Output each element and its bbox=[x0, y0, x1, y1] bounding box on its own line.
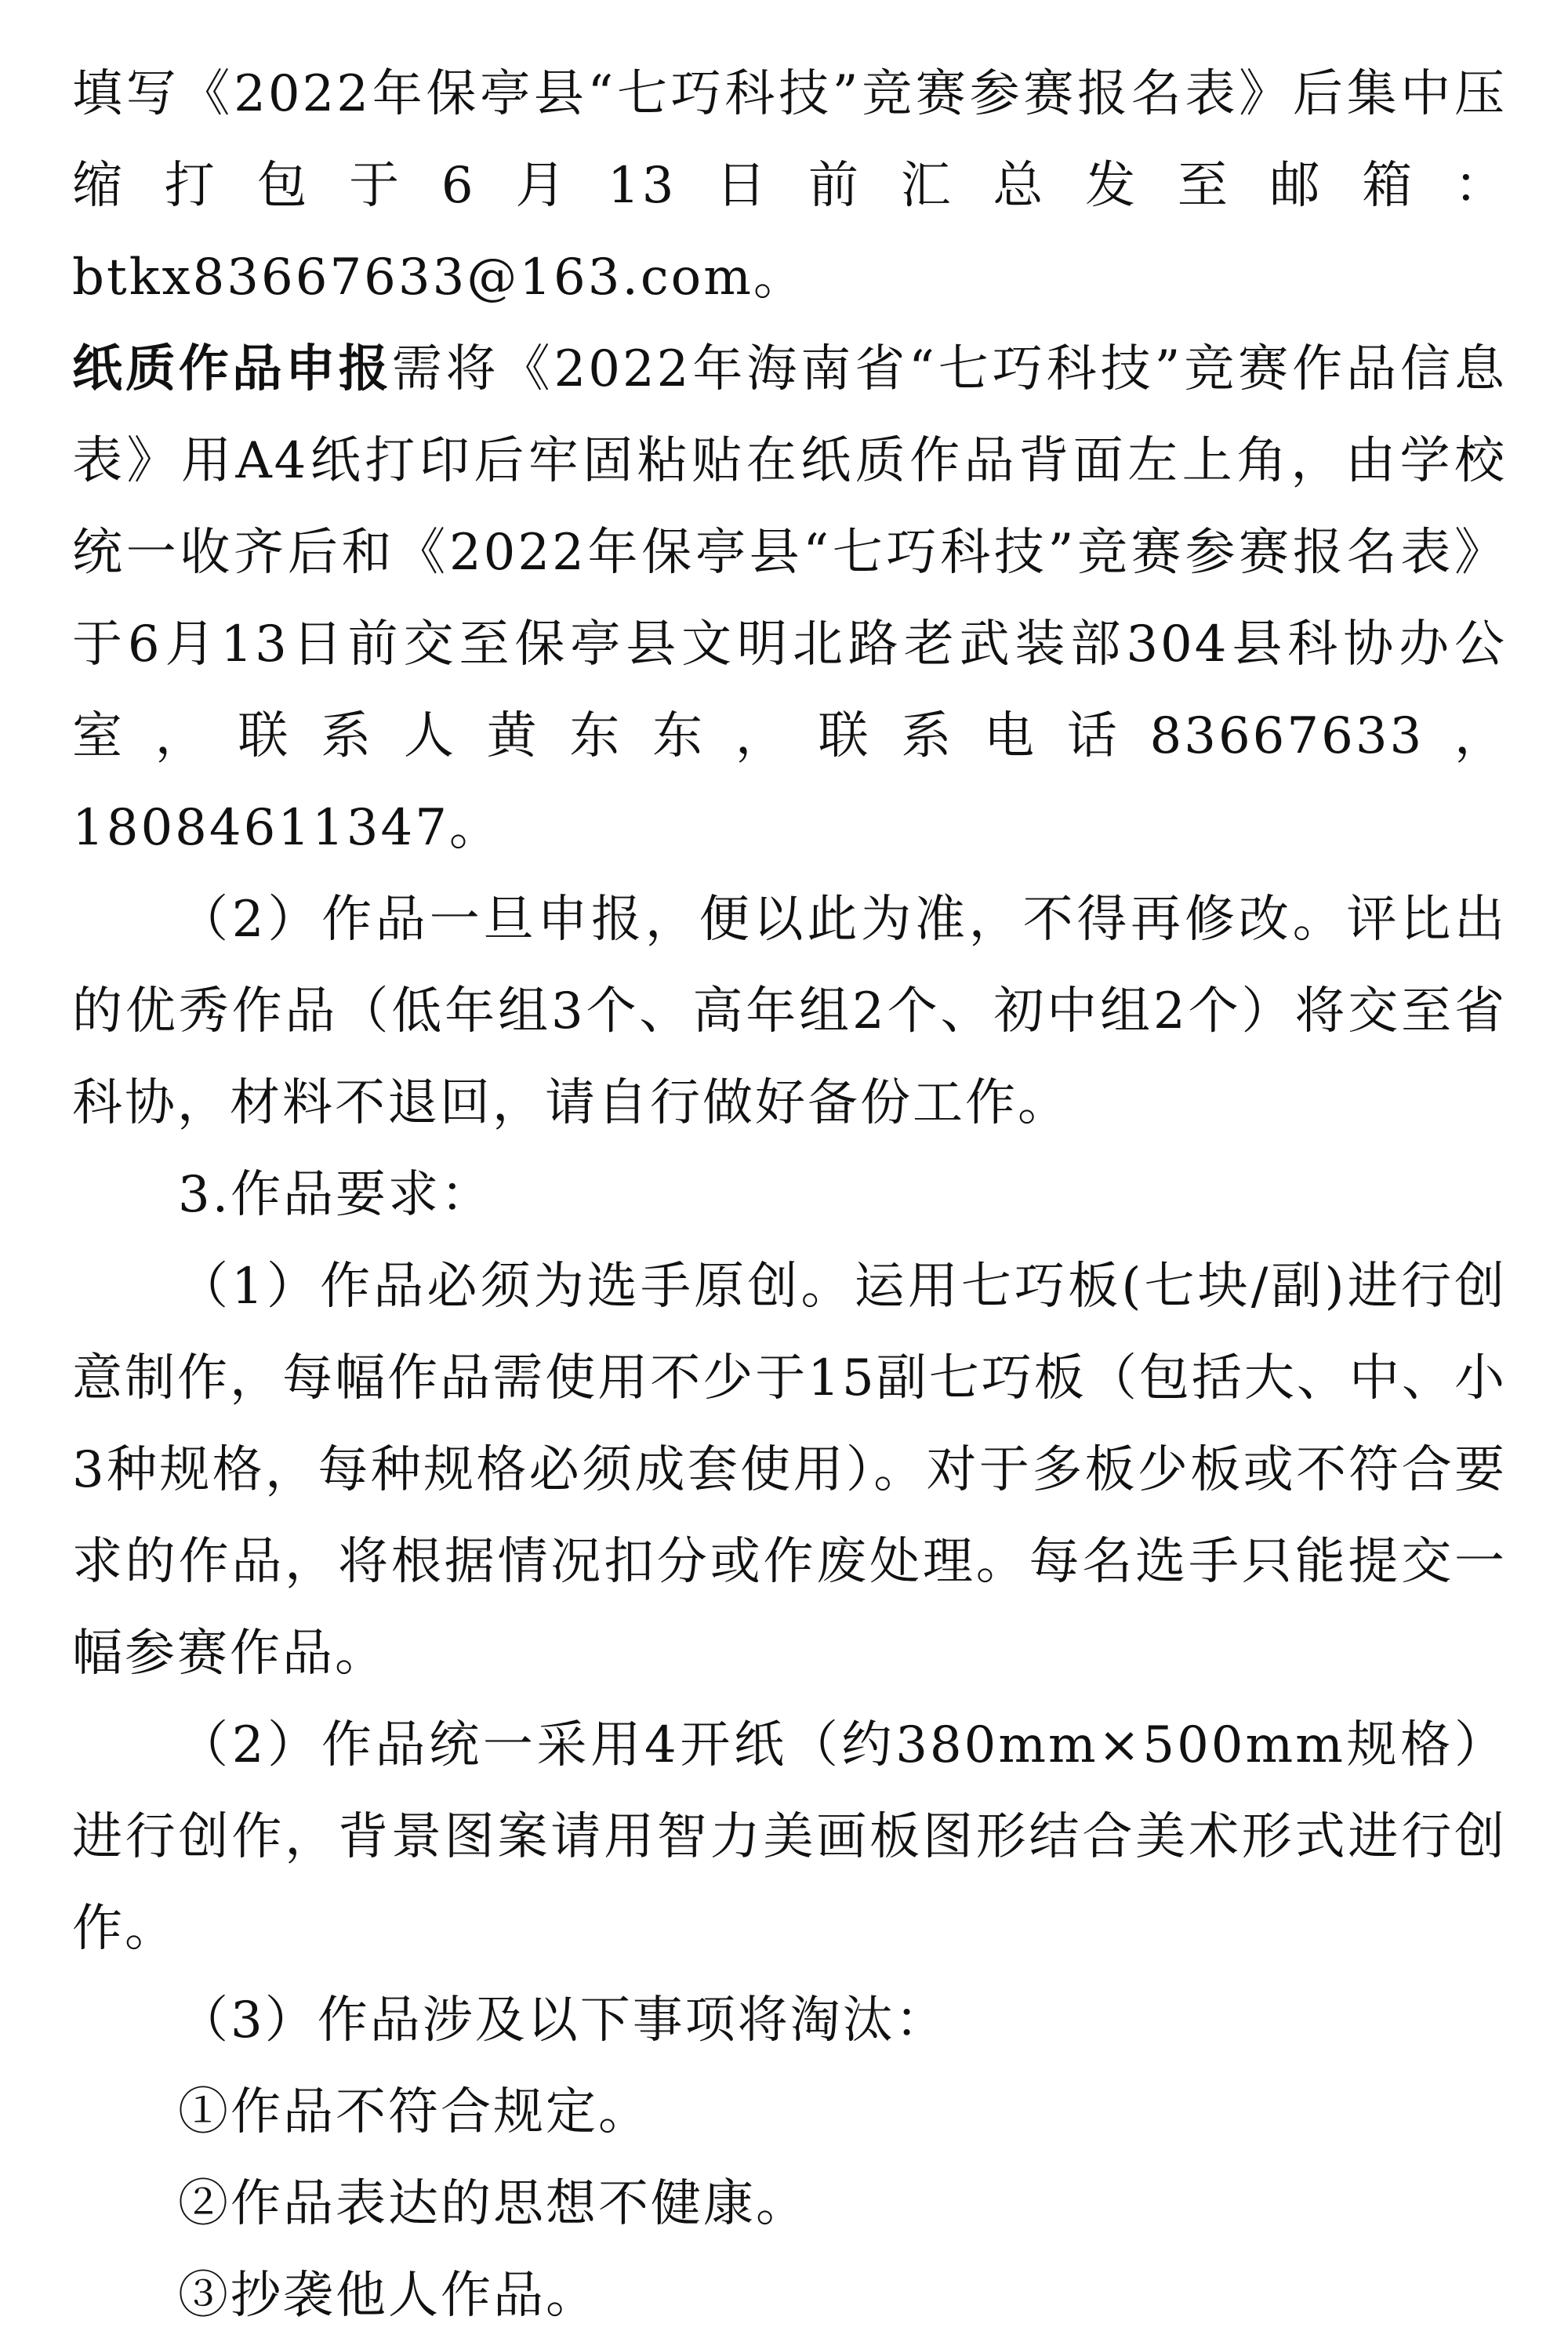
paper-submission-heading: 纸质作品申报 bbox=[72, 340, 392, 398]
section-heading-requirements: 3.作品要求： bbox=[178, 1166, 494, 1224]
list-item-elimination-2: ②作品表达的思想不健康。 bbox=[178, 2175, 808, 2233]
list-item-elimination-3: ③抄袭他人作品。 bbox=[178, 2267, 598, 2325]
document-body bbox=[72, 49, 1507, 2342]
paragraph-no-modification: （2）作品一旦申报，便以此为准，不得再修改。评比出的优秀作品（低年组3个、高年组2个、初中组2个）将交至省科协，材料不退回，请自行做好备份工作。 bbox=[72, 891, 1507, 1132]
paragraph-requirement-2: （2）作品统一采用4开纸（约380mm×500mm规格）进行创作，背景图案请用智力美画板图形结合美术形式进行创作。 bbox=[72, 1716, 1507, 1958]
list-item-elimination-1: ①作品不符合规定。 bbox=[178, 2083, 651, 2141]
paragraph-submission-email: 填写《2022年保亭县“七巧科技”竞赛参赛报名表》后集中压缩打包于6月13日前汇总发至邮箱：btkx83667633@163.com。 bbox=[72, 65, 1507, 307]
paper-submission-text: 需将《2022年海南省“七巧科技”竞赛作品信息表》用A4纸打印后牢固粘贴在纸质作品背面左上角，由学校统一收齐后和《2022年保亭县“七巧科技”竞赛参赛报名表》于6月13日前交至保亭县文明北路老武装部304县科协办公室，联系人黄东东，联系电话83667633，18084611347。 bbox=[72, 340, 1508, 857]
paragraph-requirement-1: （1）作品必须为选手原创。运用七巧板(七块/副)进行创意制作，每幅作品需使用不少于15副七巧板（包括大、中、小3种规格，每种规格必须成套使用）。对于多板少板或不符合要求的作品，将根据情况扣分或作废处理。每名选手只能提交一幅参赛作品。 bbox=[72, 1258, 1507, 1683]
paragraph-requirement-3: （3）作品涉及以下事项将淘汰： bbox=[178, 1992, 948, 2050]
paragraph-paper-submission bbox=[72, 324, 1507, 874]
